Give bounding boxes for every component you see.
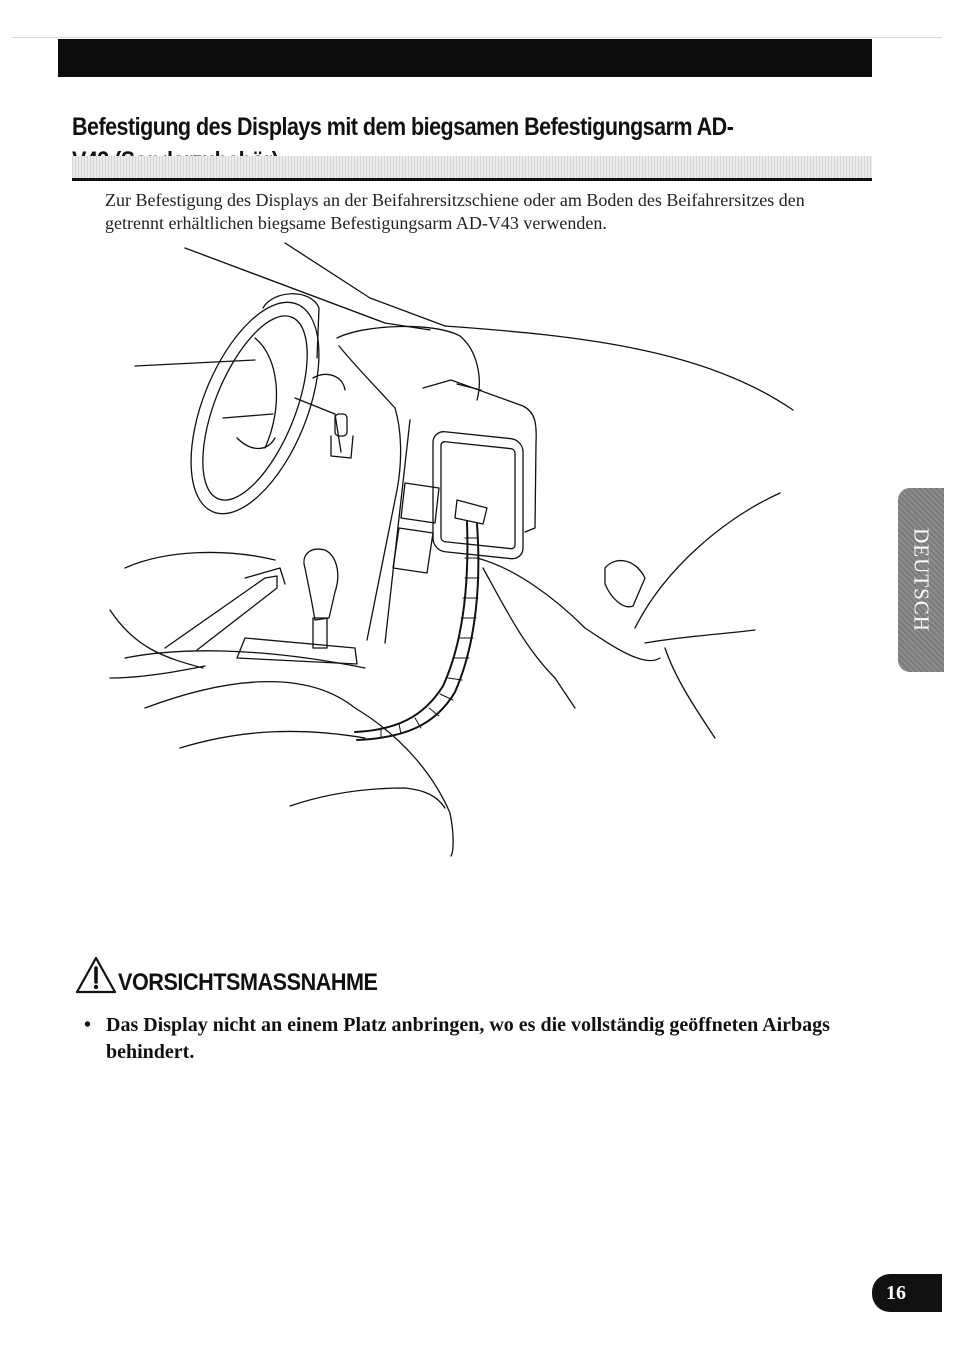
bullet-dot: • bbox=[84, 1014, 92, 1036]
page-number: 16 bbox=[886, 1282, 906, 1304]
car-interior-illustration bbox=[105, 238, 805, 868]
language-tab-label: DEUTSCH bbox=[909, 528, 934, 632]
title-shading-band bbox=[72, 156, 872, 178]
caution-item bbox=[84, 1012, 864, 1066]
page-number-box bbox=[872, 1274, 942, 1312]
top-rule bbox=[12, 37, 942, 38]
title-underline bbox=[72, 178, 872, 181]
header-bar bbox=[58, 39, 872, 77]
language-side-tab bbox=[898, 488, 944, 672]
caution-item-text: Das Display nicht an einem Platz anbringen, wo es die vollständig geöffneten Airbags behindert. bbox=[106, 1014, 830, 1063]
caution-heading: VORSICHTSMASSNAHME bbox=[118, 969, 378, 996]
caution-list bbox=[84, 1012, 864, 1066]
warning-triangle-icon bbox=[74, 955, 118, 995]
section-title: Befestigung des Displays mit dem biegsamen Befestigungsarm AD- bbox=[72, 113, 734, 141]
intro-paragraph: Zur Befestigung des Displays an der Beifahrersitzschiene oder am Boden des Beifahrersitzes den getrennt erhältlichen biegsame Befestigungsarm AD-V43 verwenden. bbox=[105, 190, 805, 233]
